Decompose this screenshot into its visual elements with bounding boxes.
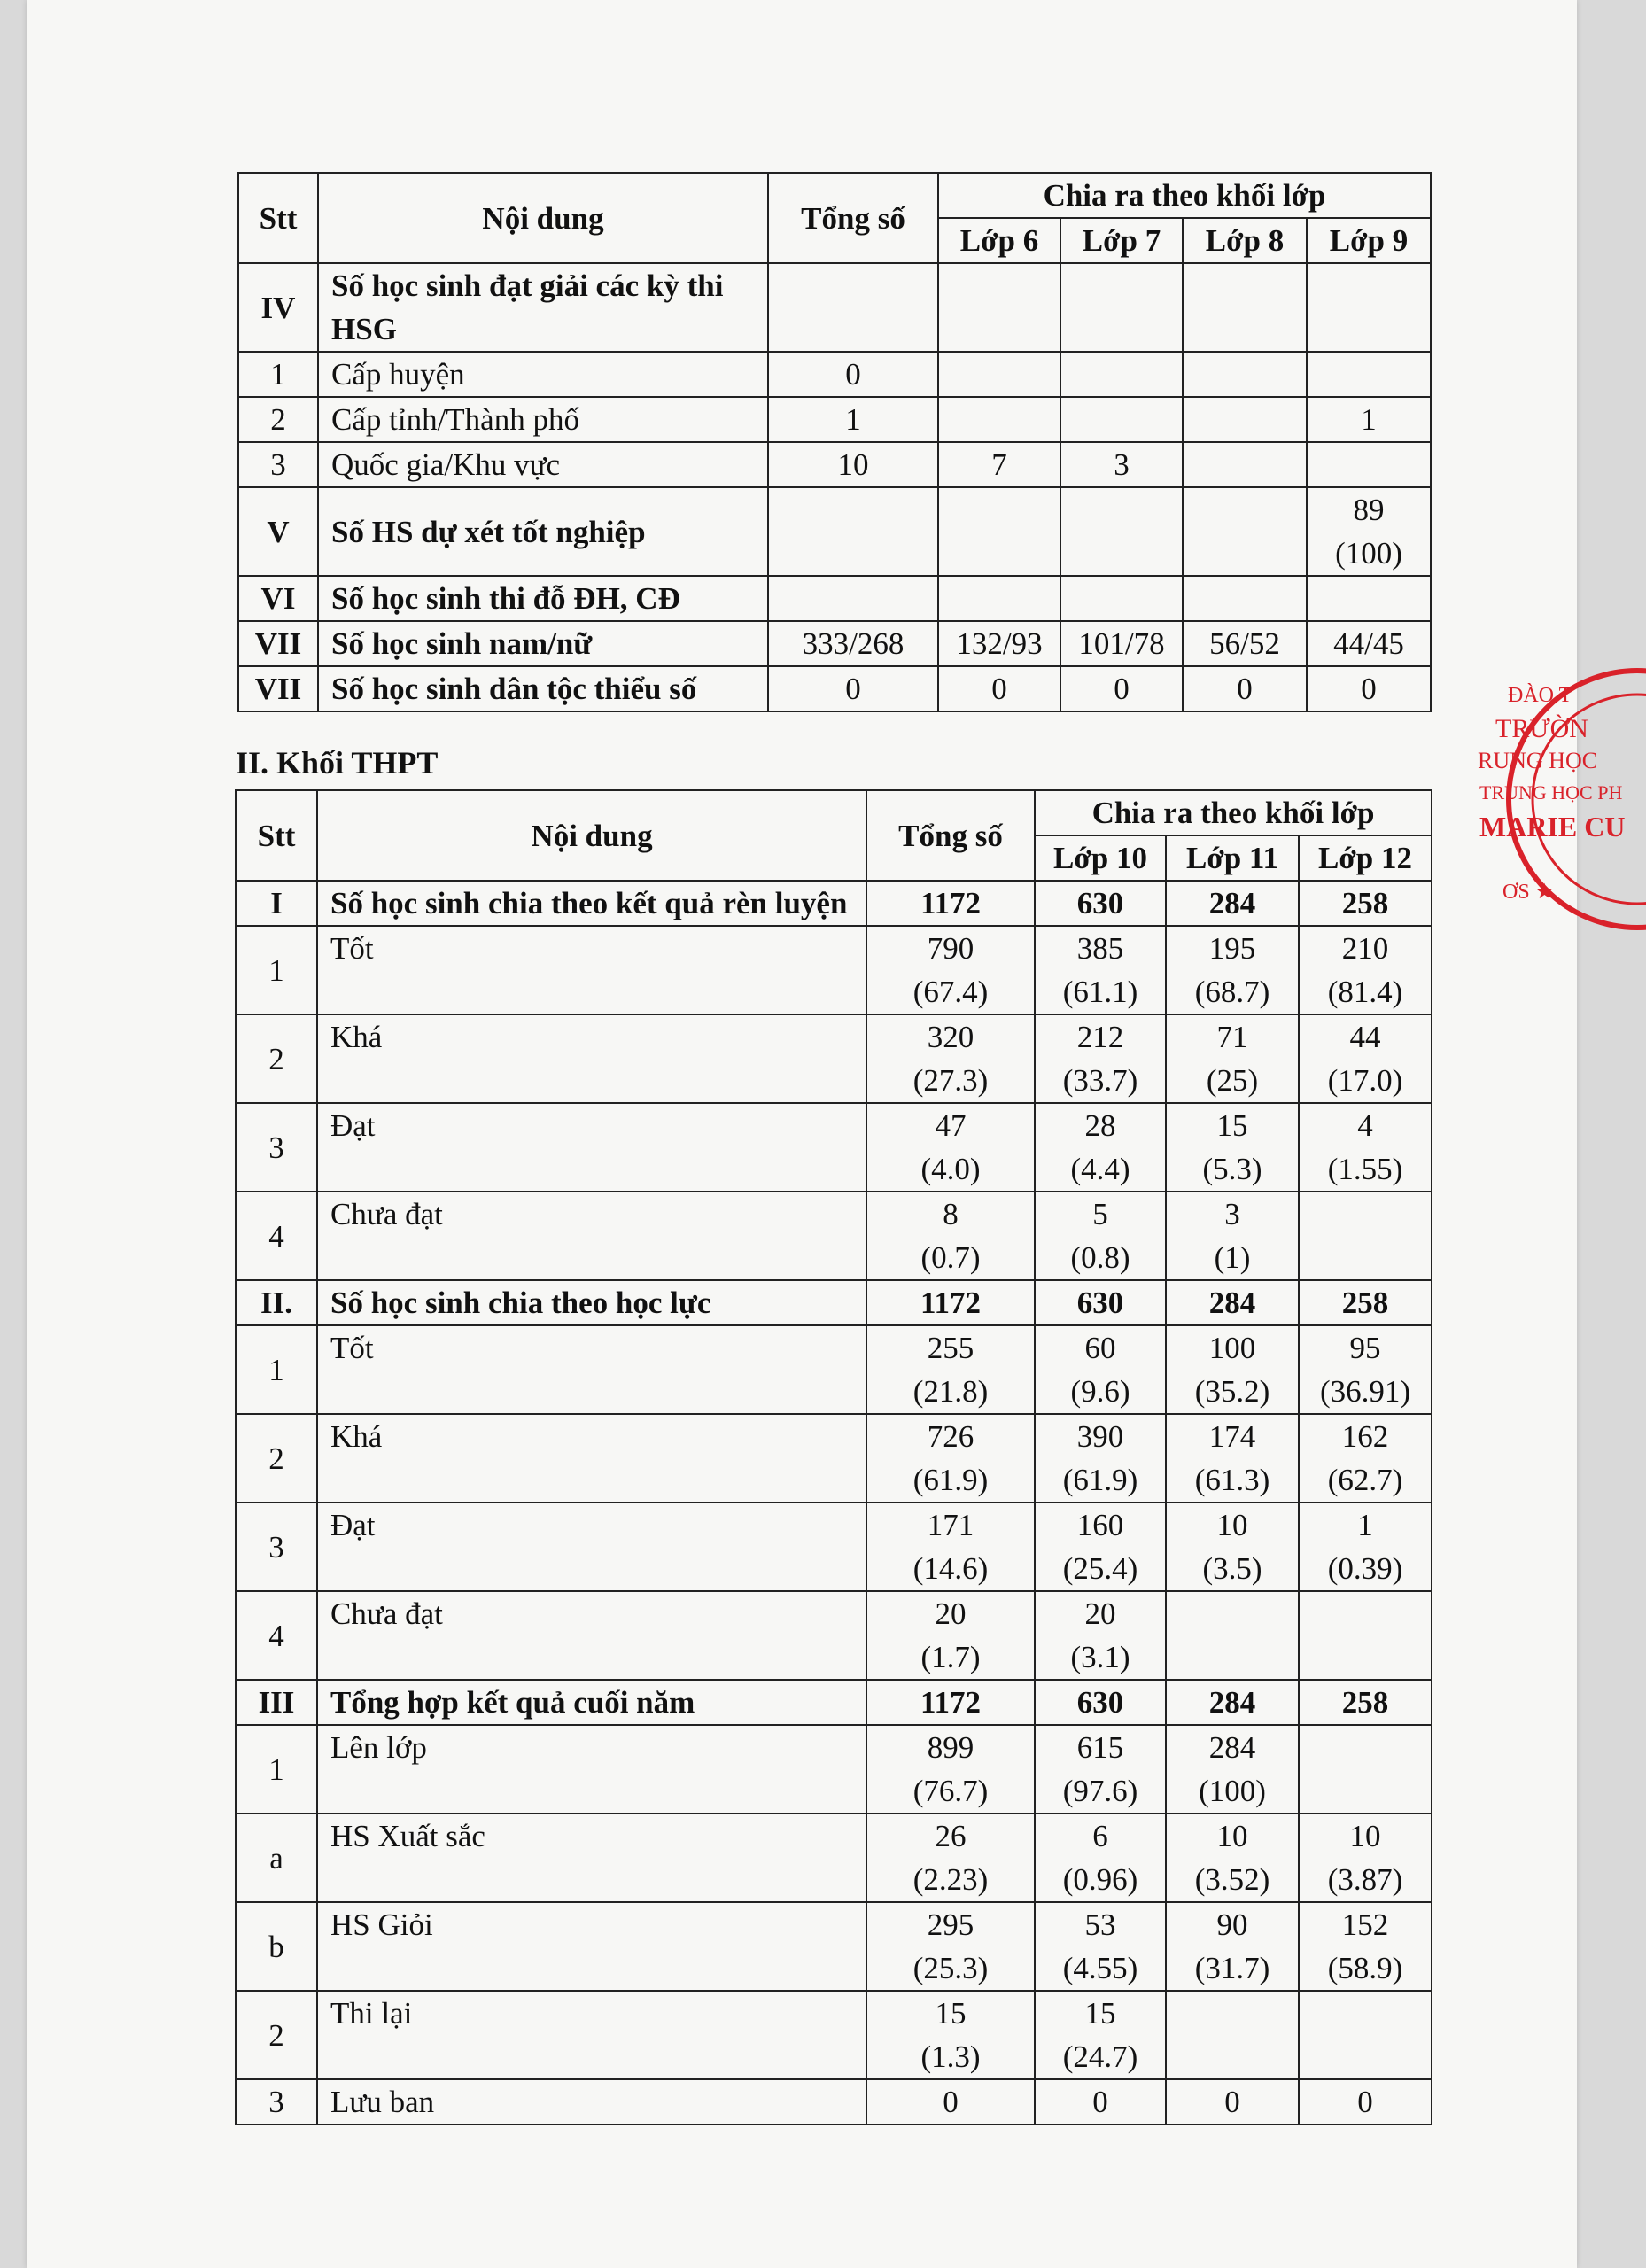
cell-content: Quốc gia/Khu vực — [318, 442, 768, 487]
cell-value — [1035, 926, 1166, 1014]
cell-value: 0 — [1166, 2079, 1299, 2124]
school-stamp — [1478, 666, 1646, 932]
cell-value: 1172 — [866, 1280, 1035, 1325]
cell-stt: 3 — [238, 442, 318, 487]
cell-value: 258 — [1299, 1680, 1432, 1725]
cell-value — [866, 1414, 1035, 1503]
cell-value: 0 — [768, 666, 938, 711]
value-count: 47 — [935, 1108, 967, 1143]
cell-stt: III — [236, 1680, 317, 1725]
cell-value — [768, 487, 938, 576]
cell-value: 44/45 — [1307, 621, 1431, 666]
cell-value: 0 — [1299, 2079, 1432, 2124]
value-percent: (2.23) — [912, 1862, 989, 1897]
cell-value — [866, 1991, 1035, 2079]
cell-stt: VII — [238, 666, 318, 711]
cell-value — [1299, 1014, 1432, 1103]
table-row — [236, 2079, 1432, 2124]
cell-content: HS Xuất sắc — [317, 1814, 866, 1902]
value-percent: (4.55) — [1062, 1951, 1138, 1985]
cell-value — [1166, 1991, 1299, 2079]
cell-value — [1060, 352, 1183, 397]
stamp-text-line: MARIE CU — [1479, 811, 1626, 843]
value-count: 210 — [1341, 931, 1389, 966]
value-count: 152 — [1341, 1907, 1389, 1942]
cell-value: 1172 — [866, 1680, 1035, 1725]
value-percent: (36.91) — [1319, 1374, 1411, 1409]
cell-content: Tổng hợp kết quả cuối năm — [317, 1680, 866, 1725]
cell-stt: 2 — [236, 1014, 317, 1103]
value-count: 15 — [1084, 1996, 1116, 2031]
cell-value — [1035, 1192, 1166, 1280]
table-row — [238, 397, 1431, 442]
cell-value — [866, 1503, 1035, 1591]
cell-value — [1166, 1103, 1299, 1192]
cell-value — [1035, 1902, 1166, 1991]
cell-stt: VI — [238, 576, 318, 621]
value-count: 295 — [927, 1907, 974, 1942]
cell-value — [866, 1014, 1035, 1103]
cell-stt: a — [236, 1814, 317, 1902]
cell-content: Khá — [317, 1414, 866, 1503]
cell-stt: VII — [238, 621, 318, 666]
value-percent: (4.0) — [920, 1152, 981, 1186]
value-count: 790 — [927, 931, 974, 966]
cell-value: 630 — [1035, 1680, 1166, 1725]
table-row — [236, 1103, 1432, 1192]
value-percent: (5.3) — [1202, 1152, 1262, 1186]
value-count: 10 — [1216, 1819, 1248, 1853]
value-count: 3 — [1224, 1197, 1240, 1231]
cell-value — [1166, 1192, 1299, 1280]
cell-stt: 4 — [236, 1591, 317, 1680]
cell-value: 132/93 — [938, 621, 1060, 666]
table-row — [236, 926, 1432, 1014]
cell-value — [1307, 487, 1431, 576]
cell-stt: 2 — [236, 1414, 317, 1503]
col-header-grade-group: Chia ra theo khối lớp — [938, 173, 1431, 218]
value-percent: (9.6) — [1070, 1374, 1130, 1409]
cell-value — [1166, 1414, 1299, 1503]
cell-stt: 1 — [238, 352, 318, 397]
table-row — [236, 1991, 1432, 2079]
value-percent: (35.2) — [1194, 1374, 1270, 1409]
cell-value — [1060, 576, 1183, 621]
value-count: 8 — [943, 1197, 959, 1231]
value-percent: (76.7) — [912, 1774, 989, 1808]
cell-value — [1299, 1414, 1432, 1503]
cell-stt: 1 — [236, 926, 317, 1014]
value-percent: (3.1) — [1070, 1640, 1130, 1674]
col-header-grade: Lớp 8 — [1183, 218, 1307, 263]
cell-value — [1166, 1814, 1299, 1902]
cell-stt: 1 — [236, 1725, 317, 1814]
cell-value — [866, 1591, 1035, 1680]
value-percent: (21.8) — [912, 1374, 989, 1409]
cell-value: 258 — [1299, 881, 1432, 926]
stamp-text-line: ĐÀO T — [1508, 684, 1572, 707]
value-count: 899 — [927, 1730, 974, 1765]
cell-stt: II. — [236, 1280, 317, 1325]
value-count: 171 — [927, 1508, 974, 1542]
col-header-grade: Lớp 12 — [1299, 835, 1432, 881]
cell-value — [1299, 1503, 1432, 1591]
value-count: 4 — [1357, 1108, 1373, 1143]
table-row — [238, 263, 1431, 352]
cell-value: 0 — [938, 666, 1060, 711]
cell-value — [1183, 576, 1307, 621]
cell-value: 0 — [1060, 666, 1183, 711]
cell-value: 3 — [1060, 442, 1183, 487]
cell-value — [1299, 1103, 1432, 1192]
value-percent: (1.3) — [920, 2039, 981, 2074]
section-title: II. Khối THPT — [236, 745, 439, 781]
cell-value: 0 — [1183, 666, 1307, 711]
col-header-total: Tổng số — [866, 790, 1035, 881]
secondary-school-stats-table — [237, 172, 1432, 712]
value-percent: (24.7) — [1062, 2039, 1138, 2074]
table-row — [238, 576, 1431, 621]
cell-content: Chưa đạt — [317, 1591, 866, 1680]
cell-value — [1060, 487, 1183, 576]
cell-value: 1 — [768, 397, 938, 442]
value-count: 10 — [1216, 1508, 1248, 1542]
table-row — [238, 621, 1431, 666]
value-percent: (3.5) — [1202, 1551, 1262, 1586]
cell-value — [866, 1725, 1035, 1814]
value-count: 44 — [1349, 1020, 1381, 1054]
value-percent: (0.39) — [1327, 1551, 1403, 1586]
cell-content: Số học sinh thi đỗ ĐH, CĐ — [318, 576, 768, 621]
value-percent: (27.3) — [912, 1063, 989, 1098]
value-percent: (1) — [1214, 1240, 1251, 1275]
stamp-text-line: TRUNG HỌC PH — [1479, 781, 1623, 804]
value-count: 89 — [1353, 493, 1385, 527]
cell-value — [1307, 442, 1431, 487]
cell-content: Chưa đạt — [317, 1192, 866, 1280]
table-row — [236, 1192, 1432, 1280]
value-count: 20 — [935, 1596, 967, 1631]
cell-content: Đạt — [317, 1503, 866, 1591]
cell-value — [1299, 1725, 1432, 1814]
cell-value — [768, 263, 938, 352]
cell-stt: b — [236, 1902, 317, 1991]
cell-value — [1183, 263, 1307, 352]
table-row — [238, 666, 1431, 711]
table-row — [236, 1503, 1432, 1591]
cell-stt: 2 — [238, 397, 318, 442]
cell-value — [1299, 1902, 1432, 1991]
value-count: 15 — [935, 1996, 967, 2031]
cell-content: Số học sinh chia theo học lực — [317, 1280, 866, 1325]
value-percent: (100) — [1335, 536, 1402, 571]
value-count: 390 — [1076, 1419, 1124, 1454]
cell-value — [1299, 926, 1432, 1014]
col-header-stt: Stt — [238, 173, 318, 263]
value-count: 71 — [1216, 1020, 1248, 1054]
cell-content: Lên lớp — [317, 1725, 866, 1814]
value-percent: (14.6) — [912, 1551, 989, 1586]
cell-value — [938, 352, 1060, 397]
value-count: 212 — [1076, 1020, 1124, 1054]
value-percent: (61.9) — [912, 1463, 989, 1497]
cell-content: Số học sinh đạt giải các kỳ thi HSG — [318, 263, 768, 352]
cell-value: 284 — [1166, 881, 1299, 926]
table-row — [236, 1325, 1432, 1414]
cell-value — [1183, 487, 1307, 576]
cell-value: 284 — [1166, 1280, 1299, 1325]
cell-value — [866, 1814, 1035, 1902]
value-count: 255 — [927, 1331, 974, 1365]
cell-value — [1035, 1014, 1166, 1103]
value-count: 320 — [927, 1020, 974, 1054]
value-count: 60 — [1084, 1331, 1116, 1365]
value-count: 100 — [1208, 1331, 1256, 1365]
cell-content: Đạt — [317, 1103, 866, 1192]
cell-value — [1183, 397, 1307, 442]
cell-content: Tốt — [317, 926, 866, 1014]
value-count: 90 — [1216, 1907, 1248, 1942]
cell-stt: V — [238, 487, 318, 576]
cell-value — [1166, 926, 1299, 1014]
cell-value — [1060, 263, 1183, 352]
table-row — [236, 1014, 1432, 1103]
cell-content: Số HS dự xét tốt nghiệp — [318, 487, 768, 576]
table-row — [236, 881, 1432, 926]
table-row — [236, 1725, 1432, 1814]
cell-value: 1 — [1307, 397, 1431, 442]
value-percent: (81.4) — [1327, 975, 1403, 1009]
cell-value — [1166, 1725, 1299, 1814]
cell-content: Số học sinh chia theo kết quả rèn luyện — [317, 881, 866, 926]
col-header-grade: Lớp 10 — [1035, 835, 1166, 881]
value-count: 10 — [1349, 1819, 1381, 1853]
high-school-stats-table — [235, 789, 1432, 2125]
table-body — [238, 263, 1431, 711]
cell-content: HS Giỏi — [317, 1902, 866, 1991]
cell-value: 56/52 — [1183, 621, 1307, 666]
table-row — [236, 1280, 1432, 1325]
value-percent: (67.4) — [912, 975, 989, 1009]
value-count: 28 — [1084, 1108, 1116, 1143]
cell-stt: 1 — [236, 1325, 317, 1414]
cell-content: Tốt — [317, 1325, 866, 1414]
cell-value — [1299, 1991, 1432, 2079]
value-percent: (61.1) — [1062, 975, 1138, 1009]
cell-stt: 3 — [236, 1103, 317, 1192]
value-count: 284 — [1208, 1730, 1256, 1765]
col-header-grade: Lớp 9 — [1307, 218, 1431, 263]
value-count: 20 — [1084, 1596, 1116, 1631]
cell-value: 101/78 — [1060, 621, 1183, 666]
value-percent: (3.52) — [1194, 1862, 1270, 1897]
cell-value — [866, 1103, 1035, 1192]
value-percent: (17.0) — [1327, 1063, 1403, 1098]
cell-value: 10 — [768, 442, 938, 487]
stamp-text-line: RUNG HỌC — [1478, 748, 1598, 773]
value-percent: (31.7) — [1194, 1951, 1270, 1985]
cell-value — [768, 576, 938, 621]
col-header-grade: Lớp 6 — [938, 218, 1060, 263]
value-count: 1 — [1357, 1508, 1373, 1542]
cell-value — [866, 1192, 1035, 1280]
cell-stt: 2 — [236, 1991, 317, 2079]
cell-value — [1299, 1814, 1432, 1902]
table-row — [238, 442, 1431, 487]
value-percent: (62.7) — [1327, 1463, 1403, 1497]
table-row — [236, 1591, 1432, 1680]
value-count: 385 — [1076, 931, 1124, 966]
col-header-grade: Lớp 11 — [1166, 835, 1299, 881]
value-count: 615 — [1076, 1730, 1124, 1765]
cell-content: Khá — [317, 1014, 866, 1103]
stamp-text — [1478, 684, 1625, 904]
cell-value — [1307, 263, 1431, 352]
value-count: 5 — [1092, 1197, 1108, 1231]
value-percent: (0.7) — [920, 1240, 981, 1275]
cell-value — [1307, 576, 1431, 621]
col-header-total: Tổng số — [768, 173, 938, 263]
cell-value: 7 — [938, 442, 1060, 487]
cell-stt: IV — [238, 263, 318, 352]
value-percent: (4.4) — [1070, 1152, 1130, 1186]
cell-value — [866, 1902, 1035, 1991]
value-percent: (68.7) — [1194, 975, 1270, 1009]
cell-value: 0 — [866, 2079, 1035, 2124]
col-header-content: Nội dung — [318, 173, 768, 263]
cell-value — [1060, 397, 1183, 442]
cell-value: 258 — [1299, 1280, 1432, 1325]
col-header-grade: Lớp 7 — [1060, 218, 1183, 263]
value-percent: (25.4) — [1062, 1551, 1138, 1586]
cell-value — [1307, 352, 1431, 397]
cell-value — [1035, 1325, 1166, 1414]
value-percent: (61.3) — [1194, 1463, 1270, 1497]
value-percent: (58.9) — [1327, 1951, 1403, 1985]
value-count: 95 — [1349, 1331, 1381, 1365]
table-body — [236, 881, 1432, 2124]
cell-value — [938, 263, 1060, 352]
table-row — [238, 352, 1431, 397]
value-percent: (1.55) — [1327, 1152, 1403, 1186]
cell-value — [866, 1325, 1035, 1414]
cell-value: 630 — [1035, 881, 1166, 926]
cell-value — [1166, 1902, 1299, 1991]
value-percent: (1.7) — [920, 1640, 981, 1674]
cell-value — [1035, 1414, 1166, 1503]
col-header-grade-group: Chia ra theo khối lớp — [1035, 790, 1432, 835]
cell-stt: I — [236, 881, 317, 926]
cell-value — [1166, 1503, 1299, 1591]
value-percent: (100) — [1199, 1774, 1266, 1808]
cell-value — [866, 926, 1035, 1014]
cell-value — [938, 397, 1060, 442]
cell-value — [1035, 1591, 1166, 1680]
cell-content: Cấp huyện — [318, 352, 768, 397]
value-count: 174 — [1208, 1419, 1256, 1454]
cell-value — [1183, 352, 1307, 397]
table-row — [236, 1680, 1432, 1725]
value-percent: (61.9) — [1062, 1463, 1138, 1497]
cell-value — [1035, 1991, 1166, 2079]
cell-value: 0 — [1307, 666, 1431, 711]
col-header-stt: Stt — [236, 790, 317, 881]
value-count: 6 — [1092, 1819, 1108, 1853]
cell-value — [938, 576, 1060, 621]
cell-value — [1035, 1725, 1166, 1814]
cell-value — [1299, 1325, 1432, 1414]
cell-value — [1299, 1591, 1432, 1680]
value-percent: (25) — [1206, 1063, 1259, 1098]
table-row — [238, 487, 1431, 576]
col-header-content: Nội dung — [317, 790, 866, 881]
value-percent: (0.96) — [1062, 1862, 1138, 1897]
value-count: 195 — [1208, 931, 1256, 966]
cell-value — [1166, 1014, 1299, 1103]
stamp-text-line: TRƯỜN — [1495, 714, 1588, 743]
cell-value: 0 — [1035, 2079, 1166, 2124]
cell-value — [1166, 1325, 1299, 1414]
cell-value: 333/268 — [768, 621, 938, 666]
cell-content: Thi lại — [317, 1991, 866, 2079]
value-percent: (0.8) — [1070, 1240, 1130, 1275]
value-count: 160 — [1076, 1508, 1124, 1542]
cell-value: 1172 — [866, 881, 1035, 926]
value-count: 26 — [935, 1819, 967, 1853]
value-percent: (97.6) — [1062, 1774, 1138, 1808]
table-row — [236, 1814, 1432, 1902]
value-count: 15 — [1216, 1108, 1248, 1143]
cell-value — [1035, 1103, 1166, 1192]
cell-content: Số học sinh nam/nữ — [318, 621, 768, 666]
cell-value — [938, 487, 1060, 576]
cell-stt: 3 — [236, 1503, 317, 1591]
cell-value — [1183, 442, 1307, 487]
value-count: 162 — [1341, 1419, 1389, 1454]
value-count: 726 — [927, 1419, 974, 1454]
table-row — [236, 1414, 1432, 1503]
cell-stt: 3 — [236, 2079, 317, 2124]
cell-content: Cấp tỉnh/Thành phố — [318, 397, 768, 442]
value-percent: (25.3) — [912, 1951, 989, 1985]
value-count: 53 — [1084, 1907, 1116, 1942]
table-row — [236, 1902, 1432, 1991]
cell-content: Lưu ban — [317, 2079, 866, 2124]
cell-value — [1299, 1192, 1432, 1280]
cell-value — [1166, 1591, 1299, 1680]
value-percent: (33.7) — [1062, 1063, 1138, 1098]
value-percent: (3.87) — [1327, 1862, 1403, 1897]
cell-value: 284 — [1166, 1680, 1299, 1725]
stamp-text-line: ƠS ★ — [1502, 881, 1555, 904]
cell-value: 630 — [1035, 1280, 1166, 1325]
cell-content: Số học sinh dân tộc thiểu số — [318, 666, 768, 711]
cell-value — [1035, 1503, 1166, 1591]
cell-stt: 4 — [236, 1192, 317, 1280]
cell-value: 0 — [768, 352, 938, 397]
cell-value — [1035, 1814, 1166, 1902]
